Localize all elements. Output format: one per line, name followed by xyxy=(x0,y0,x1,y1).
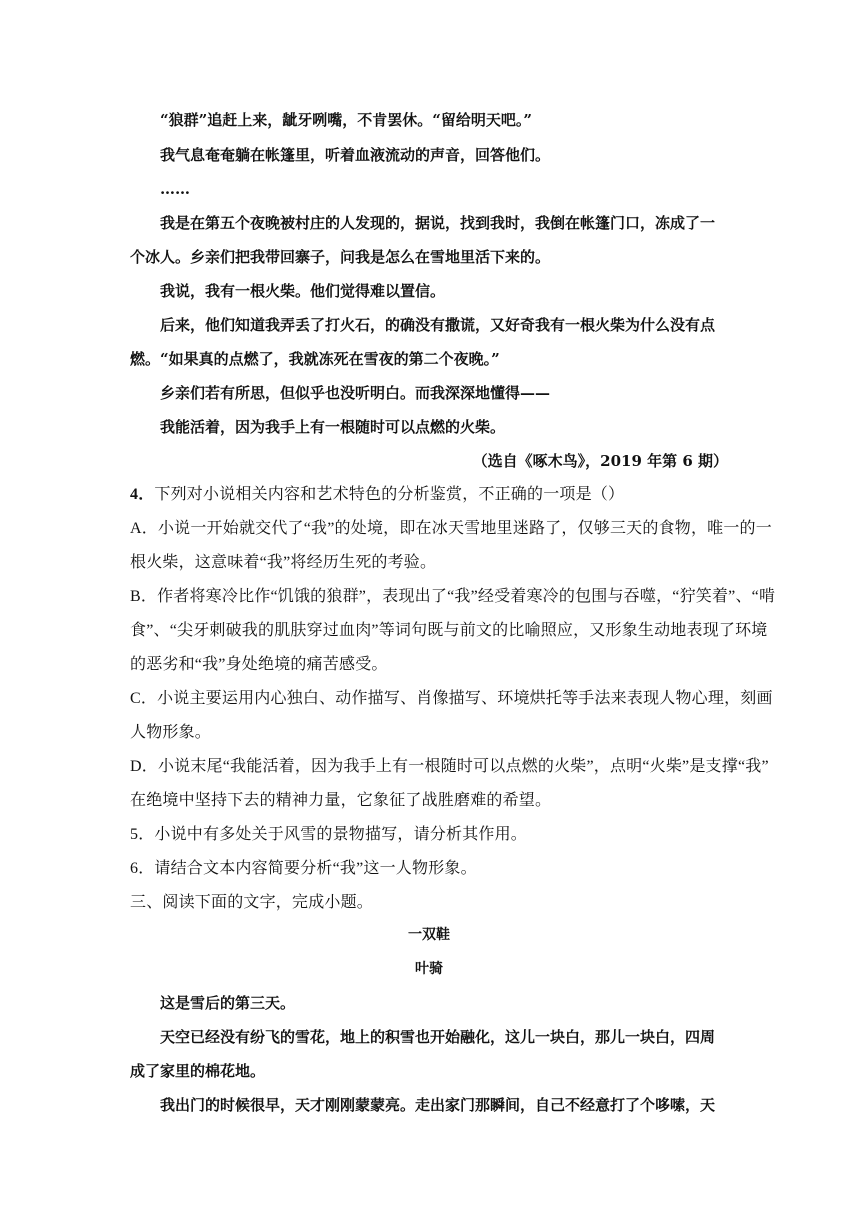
story-line: 这是雪后的第三天。 xyxy=(160,994,296,1012)
story-line: 成了家里的棉花地。 xyxy=(130,1062,266,1080)
option-b-line3: 的恶劣和“我”身处绝境的痛苦感受。 xyxy=(130,656,388,673)
question-number: 4． xyxy=(130,486,155,503)
option-d-line1: D．小说末尾“我能活着，因为我手上有一根随时可以点燃的火柴”，点明“火柴”是支撑“我” xyxy=(130,758,769,775)
story-author: 叶骑 xyxy=(415,961,443,977)
passage-line: 我是在第五个夜晚被村庄的人发现的，据说，找到我时，我倒在帐篷门口，冻成了一 xyxy=(160,214,716,232)
passage-line: 我说，我有一根火柴。他们觉得难以置信。 xyxy=(160,282,446,300)
source-citation: （选自《啄木鸟》，2019 年第 6 期） xyxy=(472,452,728,470)
question-text: 下列对小说相关内容和艺术特色的分析鉴赏，不正确的一项是（） xyxy=(154,486,625,503)
story-line: 我出门的时候很早，天才刚刚蒙蒙亮。走出家门那瞬间，自己不经意打了个哆嗦，天 xyxy=(160,1096,716,1114)
passage-line: 后来，他们知道我弄丢了打火石，的确没有撒谎，又好奇我有一根火柴为什么没有点 xyxy=(160,316,716,334)
option-a-line1: A．小说一开始就交代了“我”的处境，即在冰天雪地里迷路了，仅够三天的食物，唯一的一 xyxy=(130,520,772,537)
section-heading: 三、阅读下面的文字，完成小题。 xyxy=(130,894,374,911)
passage-line: 我能活着，因为我手上有一根随时可以点燃的火柴。 xyxy=(160,418,506,436)
option-c-line1: C．小说主要运用内心独白、动作描写、肖像描写、环境烘托等手法来表现人物心理，刻画 xyxy=(130,690,773,707)
question-4 xyxy=(130,484,728,506)
option-b-line1: B．作者将寒冷比作“饥饿的狼群”，表现出了“我”经受着寒冷的包围与吞噬，“狞笑着”、“啃 xyxy=(130,588,776,605)
option-c-line2: 人物形象。 xyxy=(130,724,212,741)
option-d-line2: 在绝境中坚持下去的精神力量，它象征了战胜磨难的希望。 xyxy=(130,792,552,809)
story-line: 天空已经没有纷飞的雪花，地上的积雪也开始融化，这儿一块白，那儿一块白，四周 xyxy=(160,1028,716,1046)
passage-line: 燃。“如果真的点燃了，我就冻死在雪夜的第二个夜晚。” xyxy=(130,350,500,368)
passage-line: 我气息奄奄躺在帐篷里，听着血液流动的声音，回答他们。 xyxy=(160,146,551,164)
passage-line: 个冰人。乡亲们把我带回寨子，问我是怎么在雪地里活下来的。 xyxy=(130,248,551,266)
passage-line: …… xyxy=(160,180,190,198)
story-title: 一双鞋 xyxy=(408,927,450,943)
question-5: 5．小说中有多处关于风雪的景物描写，请分析其作用。 xyxy=(130,826,528,843)
question-6: 6．请结合文本内容简要分析“我”这一人物形象。 xyxy=(130,860,477,877)
option-b-line2: 食”、“尖牙刺破我的肌肤穿过血肉”等词句既与前文的比喻照应，又形象生动地表现了环境 xyxy=(130,622,768,639)
passage-line: 乡亲们若有所思，但似乎也没听明白。而我深深地懂得—— xyxy=(160,384,551,402)
passage-line: “狼群”追赶上来，龇牙咧嘴，不肯罢休。“留给明天吧。” xyxy=(160,111,533,129)
option-a-line2: 根火柴，这意味着“我”将经历生死的考验。 xyxy=(130,554,437,571)
